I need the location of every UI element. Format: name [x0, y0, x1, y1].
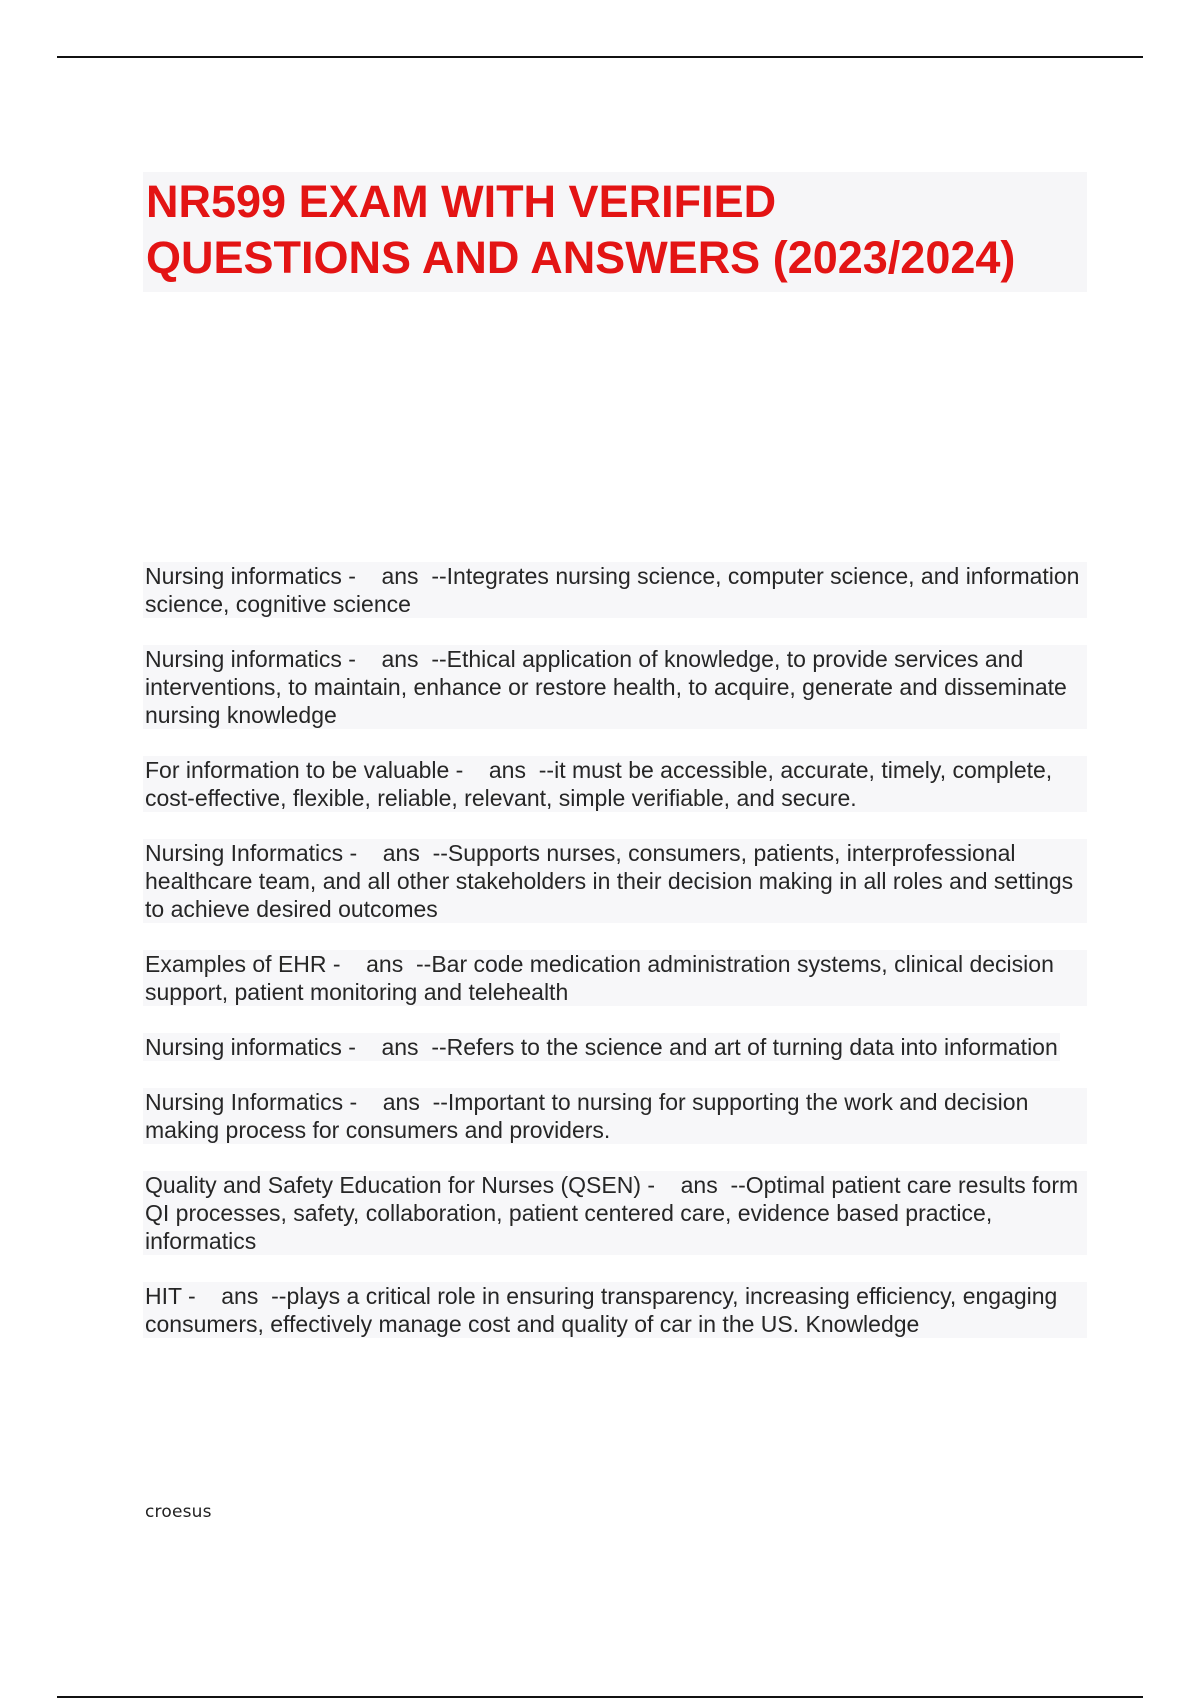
qa-item	[143, 950, 1087, 1006]
qa-item	[143, 1282, 1087, 1338]
qa-separator: - ans --	[341, 563, 447, 589]
qa-list	[143, 562, 1103, 1365]
qa-answer: Bar code medication administration systems, clinical decision support, patient monitoring and telehealth	[145, 951, 1054, 1005]
qa-item	[143, 562, 1087, 618]
qa-term: Nursing informatics	[145, 646, 342, 672]
qa-answer: Important to nursing for supporting the work and decision making process for consumers and providers.	[145, 1089, 1029, 1143]
qa-term: Nursing informatics	[145, 1034, 342, 1060]
qa-term: For information to be valuable	[145, 757, 450, 783]
qa-item	[143, 1033, 1060, 1061]
top-rule	[57, 56, 1143, 58]
qa-separator: - ans --	[449, 757, 555, 783]
qa-term: Nursing Informatics	[145, 840, 344, 866]
qa-term: HIT	[145, 1283, 182, 1309]
qa-item	[143, 1088, 1087, 1144]
bottom-rule	[57, 1696, 1143, 1698]
qa-separator: - ans --	[343, 840, 448, 866]
qa-answer: plays a critical role in ensuring transparency, increasing efficiency, engaging consumers, effectively manage cost and quality of car in the US. Knowledge	[145, 1283, 1058, 1337]
qa-separator: - ans --	[326, 951, 432, 977]
qa-answer: Refers to the science and art of turning data into information	[446, 1034, 1058, 1060]
qa-item	[143, 645, 1087, 729]
qa-item	[143, 839, 1087, 923]
qa-item	[143, 1171, 1087, 1255]
qa-separator: - ans --	[343, 1089, 448, 1115]
qa-term: Quality and Safety Education for Nurses (QSEN)	[145, 1172, 641, 1198]
qa-separator: - ans --	[341, 1034, 447, 1060]
qa-answer: Integrates nursing science, computer science, and information science, cognitive science	[145, 563, 1080, 617]
qa-item	[143, 756, 1087, 812]
qa-answer: Optimal patient care results form QI processes, safety, collaboration, patient centered care, evidence based practice, informatics	[145, 1172, 1079, 1254]
qa-term: Nursing Informatics	[145, 1089, 344, 1115]
title-line-2: QUESTIONS AND ANSWERS (2023/2024)	[146, 232, 1016, 283]
qa-separator: - ans --	[341, 646, 447, 672]
qa-separator: - ans --	[641, 1172, 746, 1198]
document-title	[143, 172, 1087, 292]
qa-answer: Supports nurses, consumers, patients, interprofessional healthcare team, and all other stakeholders in their decision making in all roles and settings to achieve desired outcomes	[145, 840, 1074, 922]
title-line-1: NR599 EXAM WITH VERIFIED	[146, 176, 777, 227]
qa-term: Examples of EHR	[145, 951, 327, 977]
qa-term: Nursing informatics	[145, 563, 342, 589]
qa-separator: - ans --	[181, 1283, 287, 1309]
footer-brand: croesus	[145, 1502, 212, 1522]
qa-answer: Ethical application of knowledge, to provide services and interventions, to maintain, enhance or restore health, to acquire, generate and disseminate nursing knowledge	[145, 646, 1067, 728]
qa-answer: it must be accessible, accurate, timely, complete, cost-effective, flexible, reliable, relevant, simple verifiable, and secure.	[145, 757, 1053, 811]
